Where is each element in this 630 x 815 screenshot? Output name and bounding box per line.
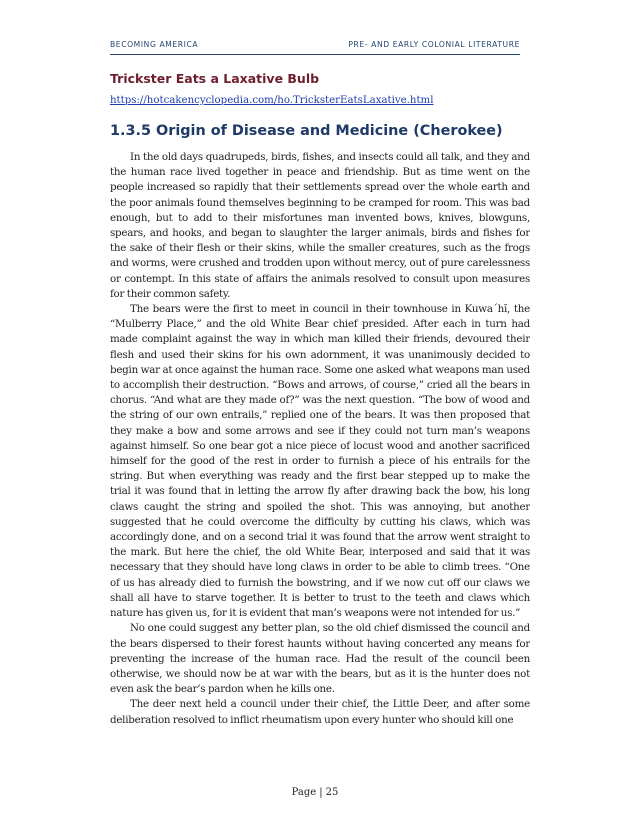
running-header <box>110 40 520 49</box>
header-book-title: BECOMING AMERICA <box>110 40 199 49</box>
paragraph: The bears were the first to meet in council in their townhouse in Kuwa´hĭ, the “Mulberry Place,” and the old White Bear chief presided. After each in turn had made complaint against the way in which man killed their friends, devoured their flesh and used their skins for his own adornment, it was unanimously decided to begin war at once against the human race. Some one asked what weapons man used to accomplish their destruction. “Bows and arrows, of course,” cried all the bears in chorus. “And what are they made of?” was the next question. “The bow of wood and the string of our own entrails,” replied one of the bears. It was then proposed that they make a bow and some arrows and see if they could not turn man’s weapons against himself. So one bear got a nice piece of locust wood and another sacrificed himself for the good of the rest in order to furnish a piece of his entrails for the string. But when everything was ready and the first bear stepped up to make the trial it was found that in letting the arrow fly after drawing back the bow, his long claws caught the string and spoiled the shot. This was annoying, but another suggested that he could overcome the difficulty by cutting his claws, which was accordingly done, and on a second trial it was found that the arrow went straight to the mark. But here the chief, the old White Bear, interposed and said that it was necessary that they should have long claws in order to be able to climb trees. “One of us has already died to furnish the bowstring, and if we now cut off our claws we shall all have to starve together. It is better to trust to the teeth and claws which nature has given us, for it is evident that man’s weapons were not intended for us.” <box>110 303 530 620</box>
section-heading: 1.3.5 Origin of Disease and Medicine (Cherokee) <box>110 123 503 139</box>
header-chapter-title: PRE- AND EARLY COLONIAL LITERATURE <box>348 40 520 49</box>
page-footer <box>0 787 630 798</box>
paragraph: The deer next held a council under their chief, the Little Deer, and after some deliberation resolved to inflict rheumatism upon every hunter who should kill one <box>110 698 530 726</box>
source-link[interactable]: https://hotcakencyclopedia.com/ho.TricksterEatsLaxative.html <box>110 95 434 106</box>
header-divider <box>110 54 520 55</box>
page-separator: | <box>319 787 323 798</box>
body-text <box>110 150 530 770</box>
page-label: Page <box>291 787 317 798</box>
paragraph: In the old days quadrupeds, birds, fishes, and insects could all talk, and they and the human race lived together in peace and friendship. But as time went on the people increased so rapidly that their settlements spread over the whole earth and the poor animals found themselves beginning to be cramped for room. This was bad enough, but to add to their misfortunes man invented bows, knives, blowguns, spears, and hooks, and began to slaughter the larger animals, birds and fishes for the sake of their flesh or their skins, while the smaller creatures, such as the frogs and worms, were crushed and trodden upon without mercy, out of pure carelessness or contempt. In this state of affairs the animals resolved to consult upon measures for their common safety. <box>110 151 530 300</box>
page-number: 25 <box>325 787 339 798</box>
paragraph: No one could suggest any better plan, so the old chief dismissed the council and the bears dispersed to their forest haunts without having concerted any means for preventing the increase of the human race. Had the result of the council been otherwise, we should now be at war with the bears, but as it is the hunter does not even ask the bear’s pardon when he kills one. <box>110 622 530 696</box>
subsection-title: Trickster Eats a Laxative Bulb <box>110 71 320 86</box>
